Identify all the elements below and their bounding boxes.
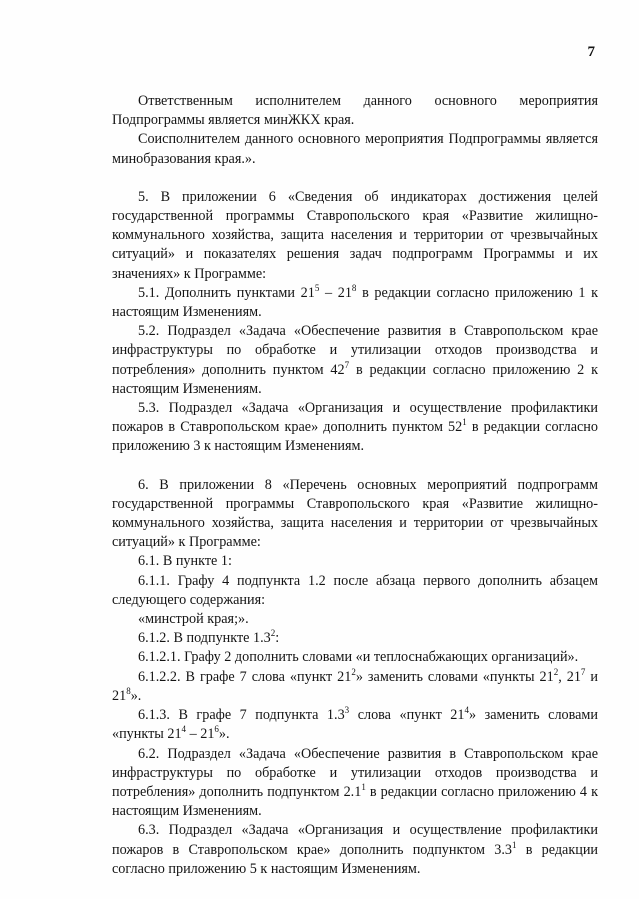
superscript: 2 bbox=[270, 628, 276, 639]
paragraph-text: 6.3. Подраздел «Задача «Организация и осуществление профилактики пожаров в Ставропольском крае» дополнить подпунктом 3.3 bbox=[112, 822, 598, 858]
page-number: 7 bbox=[587, 44, 595, 60]
superscript: 5 bbox=[314, 282, 320, 293]
superscript: 2 bbox=[553, 666, 559, 677]
paragraph-p3 bbox=[112, 188, 598, 284]
paragraph-text: » заменить словами «пункты 21 bbox=[112, 707, 598, 743]
paragraph-text: Ответственным исполнителем данного основного мероприятия Подпрограммы является минЖКХ края. bbox=[112, 93, 598, 129]
paragraph-p4 bbox=[112, 284, 598, 322]
paragraph-text: 5.3. Подраздел «Задача «Организация и осуществление профилактики пожаров в Ставропольском крае» дополнить пунктом 52 bbox=[112, 400, 598, 436]
paragraph-text: 6.1. В пункте 1: bbox=[138, 553, 232, 570]
paragraph-text: 5. В приложении 6 «Сведения об индикаторах достижения целей государственной программы Ставропольского края «Развитие жилищно-коммунального хозяйства, защита населения и территории от чрезвычайных ситуаций» и показателях решения задач подпрограмм Программы и их значениях» к Программе: bbox=[112, 188, 598, 282]
paragraph-text: Соисполнителем данного основного мероприятия Подпрограммы является минобразования края.». bbox=[112, 131, 598, 167]
paragraph-p6 bbox=[112, 399, 598, 457]
superscript: 1 bbox=[361, 781, 366, 792]
paragraph-p12 bbox=[112, 648, 598, 667]
paragraph-text: ». bbox=[218, 726, 230, 743]
paragraph-text: в редакции согласно приложению 1 к настоящим Изменениям. bbox=[112, 284, 599, 321]
paragraph-text: 6.1.2.2. В графе 7 слова «пункт 21 bbox=[138, 668, 352, 685]
paragraph-text: 6.1.1. Графу 4 подпункта 1.2 после абзаца первого дополнить абзацем следующего содержания: bbox=[112, 572, 598, 608]
superscript: 8 bbox=[126, 685, 131, 696]
paragraph-text: : bbox=[275, 630, 280, 647]
paragraph-text: в редакции согласно приложению 4 к настоящим Изменениям. bbox=[112, 783, 598, 820]
paragraph-text: 6.1.2.1. Графу 2 дополнить словами «и теплоснабжающих организаций». bbox=[138, 649, 579, 666]
paragraph-p13 bbox=[112, 668, 598, 706]
superscript: 1 bbox=[462, 417, 467, 428]
paragraph-text: 6.2. Подраздел «Задача «Обеспечение развития в Ставропольском крае инфраструктуры по обработке и утилизации отходов производства и потребления» дополнить подпунктом 2.1 bbox=[112, 745, 598, 800]
paragraph-text: слова «пункт 21 bbox=[349, 707, 465, 724]
superscript: 4 bbox=[464, 705, 469, 716]
paragraph-text: в редакции согласно приложению 2 к настоящим Изменениям. bbox=[112, 361, 598, 397]
paragraph-text: в редакции согласно приложению 3 к настоящим Изменениям. bbox=[112, 419, 598, 455]
paragraph-text: 5.1. Дополнить пунктами 21 bbox=[138, 284, 315, 301]
superscript: 7 bbox=[344, 359, 350, 370]
superscript: 2 bbox=[351, 666, 356, 677]
paragraph-p16 bbox=[112, 821, 598, 879]
document-body bbox=[112, 92, 598, 879]
paragraph-text: в редакции согласно приложению 5 к настоящим Изменениям. bbox=[112, 841, 599, 877]
paragraph-p14 bbox=[112, 706, 598, 744]
superscript: 7 bbox=[580, 666, 586, 677]
paragraph-text: 6.1.3. В графе 7 подпункта 1.3 bbox=[138, 707, 345, 724]
superscript: 8 bbox=[351, 282, 357, 293]
paragraph-text: «минстрой края;». bbox=[138, 611, 249, 628]
paragraph-p1 bbox=[112, 92, 598, 130]
paragraph-p9 bbox=[112, 572, 598, 610]
paragraph-text: ». bbox=[130, 687, 142, 704]
paragraph-text: – 21 bbox=[186, 726, 215, 743]
paragraph-text: 5.2. Подраздел «Задача «Обеспечение развития в Ставропольском крае инфраструктуры по обработке и утилизации отходов производства и потребления» дополнить пунктом 42 bbox=[112, 323, 598, 378]
paragraph-text: и 21 bbox=[112, 668, 598, 704]
paragraph-p7 bbox=[112, 476, 598, 553]
superscript: 4 bbox=[181, 724, 187, 735]
paragraph-text: 6. В приложении 8 «Перечень основных мероприятий подпрограмм государственной программы Ставропольского края «Развитие жилищно-коммунального хозяйства, защита населения и территории от чрезвычайных ситуаций» к Программе: bbox=[112, 476, 598, 551]
superscript: 1 bbox=[511, 839, 517, 850]
paragraph-p2 bbox=[112, 130, 598, 168]
paragraph-p11 bbox=[112, 629, 598, 648]
superscript: 6 bbox=[214, 724, 219, 735]
superscript: 3 bbox=[344, 705, 350, 716]
paragraph-text: » заменить словами «пункты 21 bbox=[355, 668, 554, 685]
paragraph-p15 bbox=[112, 745, 598, 822]
paragraph-text: 6.1.2. В подпункте 1.3 bbox=[138, 630, 271, 647]
paragraph-p5 bbox=[112, 322, 598, 399]
paragraph-p8 bbox=[112, 552, 598, 571]
paragraph-text: , 21 bbox=[558, 668, 581, 685]
paragraph-text: – 21 bbox=[319, 284, 352, 301]
paragraph-p10 bbox=[112, 610, 598, 629]
